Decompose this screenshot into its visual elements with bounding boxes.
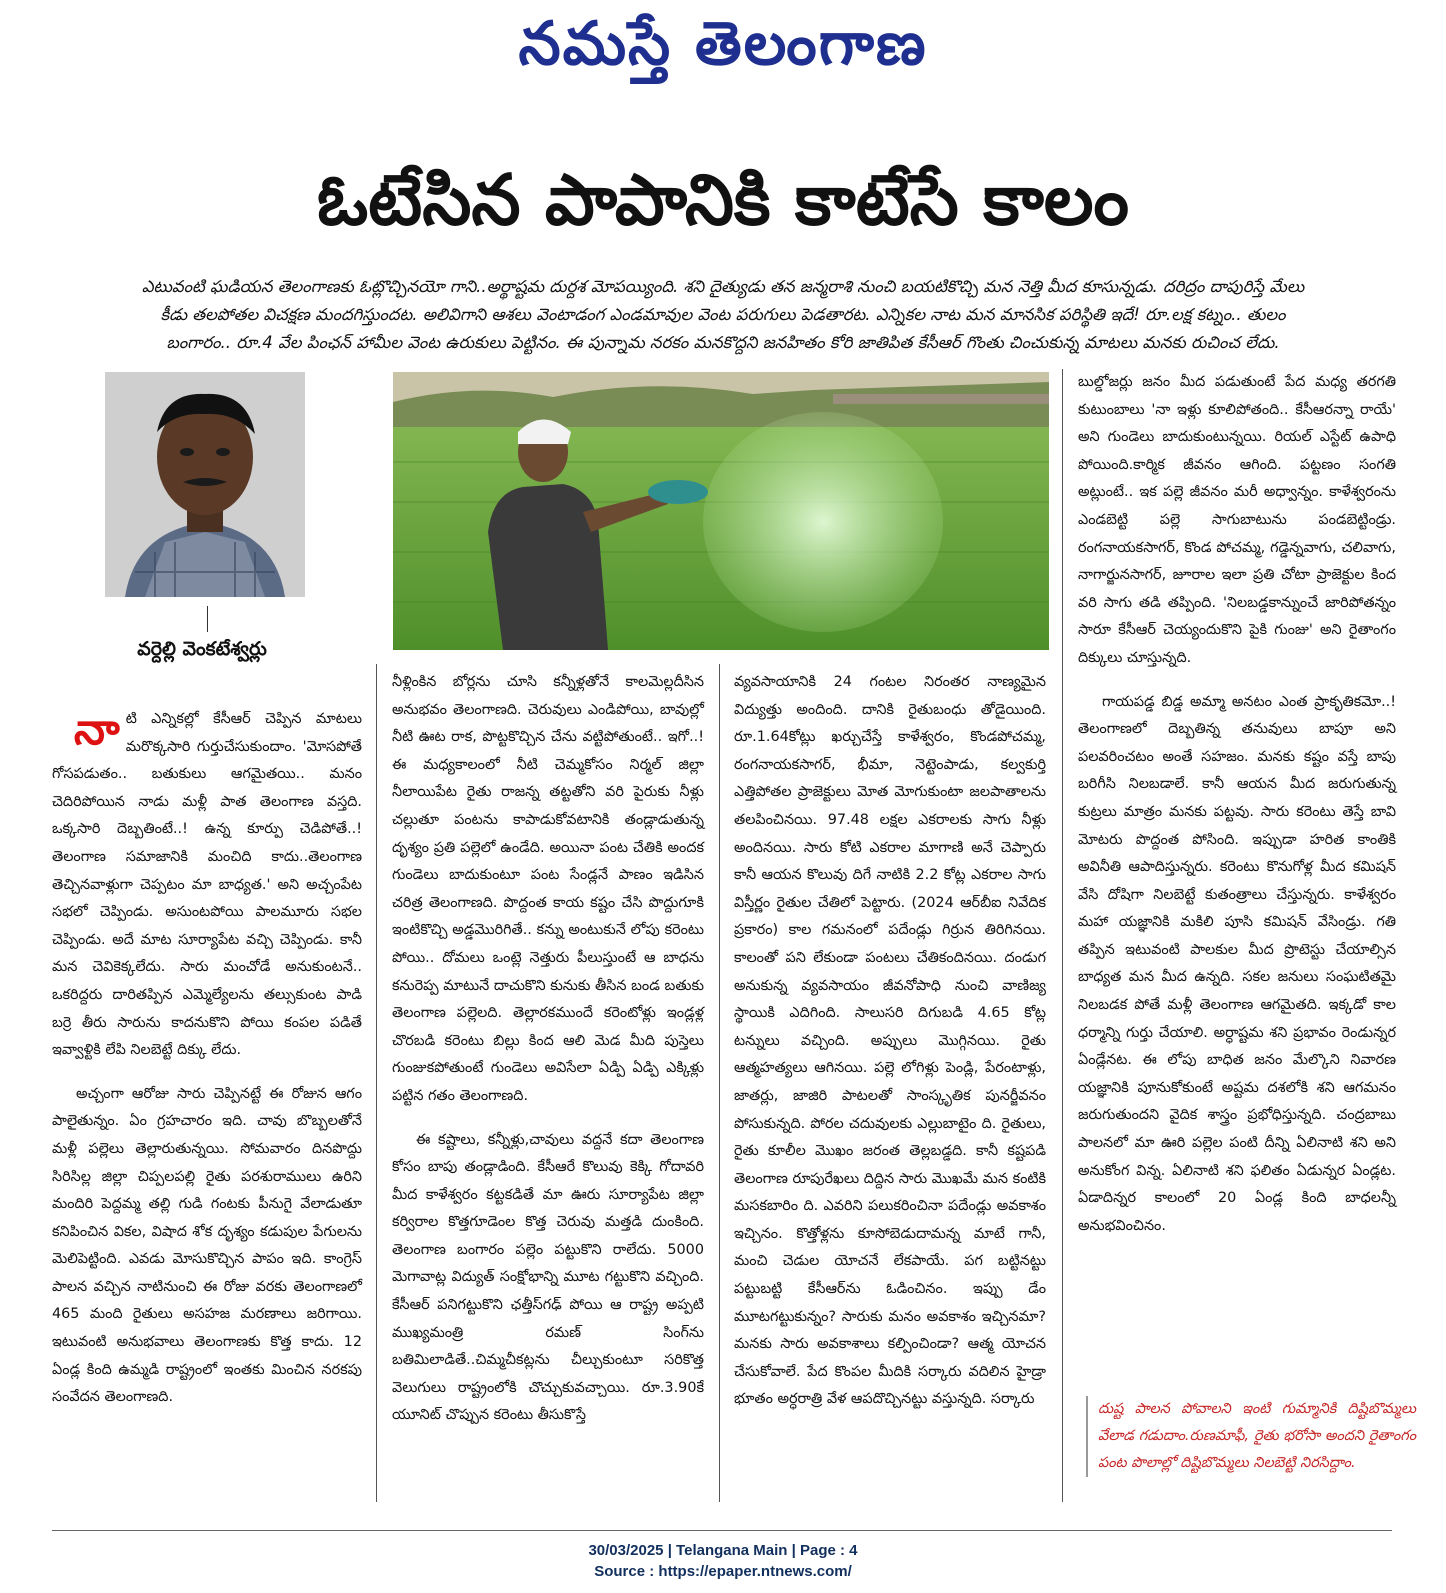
intro-line: బంగారం.. రూ.4 వేల పింఛన్ హామీల వెంట ఉరుకులు పెట్టినం. ఈ పున్నామ నరకం మనకొద్దని జనహితం కోరి జాతిపిత కేసీఆర్ గొంతు చించుకున్న మాటలు మనకు రుచించ లేదు. <box>166 333 1280 352</box>
article-paragraph: వ్యవసాయానికి 24 గంటల నిరంతర నాణ్యమైన విద్యుత్తు అందింది. దానికి రైతుబంధు తోడైయింది. రూ.1.64కోట్లు ఖర్చుచేస్తే కాళేశ్వరం, కొండపోచమ్మ, రంగనాయకసాగర్, భీమా, నెట్టెంపాడు, కల్వకుర్తి ఎత్తిపోతల ప్రాజెక్టులు మోత మోగుకుంటా జలపాతాలను తలపించినయి. 97.48 లక్షల ఎకరాలకు సాగు నీళ్లు అందినయి. సారు కోటి ఎకరాల మాగాణి అనే చెప్పారు కానీ ఆయన కొలువు దిగే నాటికి 2.2 కోట్ల ఎకరాల సాగు విస్తీర్ణం రైతుల చేతిలో పెట్టారు. (2024 ఆర్‌బీఐ నివేదిక ప్రకారం) కాల గమనంలో పదేండ్లు గిర్రున తిరిగినయి. కాలంతో పని లేకుండా పంటలు చేతికందినయి. దండుగ అనుకున్న వ్యవసాయం జీవనోపాధి నుంచి వాణిజ్య స్థాయికి ఎదిగింది. సాలుసరి దిగుబడి 4.65 కోట్ల టన్నులు వచ్చింది. అప్పులు మొగ్గినయి. రైతు ఆత్మహత్యలు ఆగినయి. పల్లె లోగిళ్లు పెండ్లి, పేరంటాళ్లు, జాతర్లు, జాజిరి పాటలతో సాంస్కృతిక పునర్జీవనం పోసుకున్నది. పోరల చదువులకు ఎల్లుబాటైం ది. రైతులు, రైతు కూలీల మొఖం జరంత తెల్లబడ్డది. కానీ కష్టపడి తెలంగాణ రూపురేఖలు దిద్దిన సారు మొఖమే మన కంటికి మసకబారిం ది. ఎవరిని పలుకరించినా పదేండ్లు అవకాశం ఇచ్చినం. కొత్తోళ్లను కూసోబెడుదామన్న మాటే గానీ, మంచి చెడుల యోచనే లేకపాయే. పగ బట్టినట్టు పట్టుబట్టి కేసీఆర్‌ను ఓడించినం. ఇప్పు డేం మూటగట్టుకున్నం? సారుకు మనం అవకాశం ఇచ్చినమా? మనకు సారు అవకాశాలు కల్పించిండా? ఆత్మ యోచన చేసుకోవాలే. పేద కొంపల మీదికి సర్కారు వదిలిన హైడ్రా భూతం అర్ధరాత్రి వేళ ఆపదొచ్చినట్టు వస్తున్నది. సర్కారు <box>734 674 1046 1408</box>
footer <box>0 1540 1446 1582</box>
footer-divider <box>52 1530 1392 1531</box>
column-divider <box>719 664 720 1502</box>
author-name: వర్దెల్లి వెంకటేశ్వర్లు <box>137 638 267 660</box>
farmer-field-photo <box>393 372 1049 650</box>
intro-line: కీడు తలపోతల విచక్షణ మందగిస్తుందట. అలివిగాని ఆశలు వెంటాడంగ ఎండమావుల వెంట పరుగులు పెడతారట. ఎన్నికల నాట మన మానసిక పరిస్థితి ఇదే! రూ.లక్ష కట్నం.. తులం <box>160 305 1286 324</box>
article-column-3 <box>734 669 1046 1430</box>
intro-line: ఎటువంటి ఘడియన తెలంగాణకు ఓట్లొచ్చినయో గాని..అర్థాష్టమ దుర్దశ మోపయ్యింది. శని దైత్యుడు తన జన్మరాశి నుంచి బయటికొచ్చి మన నెత్తి మీద కూసున్నడు. దరిద్రం దాపురిస్తే మేలు <box>141 277 1305 296</box>
masthead-title: నమస్తే తెలంగాణ <box>518 9 928 79</box>
article-column-1 <box>52 706 362 1428</box>
article-column-2 <box>392 669 704 1446</box>
byline-divider <box>207 606 208 632</box>
footer-edition-info: 30/03/2025 | Telangana Main | Page : 4 <box>588 1542 858 1559</box>
author-photo <box>105 372 305 597</box>
article-paragraph <box>52 706 362 1065</box>
article-paragraph: గాయపడ్డ బిడ్డ అమ్మా అనటం ఎంత ప్రాకృతికమో..! తెలంగాణలో దెబ్బతిన్న తనువులు బాపూ అని పలవరించటం అంతే సహజం. మనకు కష్టం వస్తే బాపు బరిగీసి నిలబడాలే. కానీ ఆయన మీద జరుగుతున్న కుట్రలు మాత్రం మనకు పట్టవు. సారు కరెంటు తెస్తే బావి మోటరు పొద్దంత పోసింది. ఇప్పుడా హరిత కాంతికి అవినీతి ఆపాదిస్తున్నరు. కరెంటు కొనుగోళ్ల మీద కమిషన్ వేసి దోషిగా నిలబెట్టే కుతంత్రాలు చేస్తున్నరు. కాళేశ్వరం మహా యజ్ఞానికి మకిలి పూసి కమిషన్ వేసిండ్రు. గతి తప్పిన ఇటువంటి పాలకుల మీద ప్రొటెస్టు చేయాల్సిన బాధ్యత మన మీద ఉన్నది. సకల జనులు సంఘటితమై నిలబడక పోతే మళ్లీ తెలంగాణ ఆగమైతది. ఇక్కడో కాల ధర్మాన్ని గుర్తు చేయాలి. అర్ధాష్టమ శని ప్రభావం రెండున్నర ఏండ్లేనట. ఈ లోపు బాధిత జనం మేల్కొని నివారణ యజ్ఞానికి పూనుకోకుంటే అష్టమ దశలోకి శని ఆగమనం జరుగుతుందని వైదిక శాస్త్రం ప్రభోధిస్తున్నది. చంద్రబాబు పాలనలో మా ఊరి పల్లెల పంటి దీన్ని ఏలినాటి శని అని అనుకోంగ విన్న. ఏలినాటి శని ఫలితం ఏడున్నర ఏండ్లట. ఏడాదిన్నర కాలంలో 20 ఏండ్ల కింది బాధలన్నీ అనుభవించినం. <box>1078 693 1396 1234</box>
footer-source-link[interactable]: Source : https://epaper.ntnews.com/ <box>594 1563 852 1580</box>
pull-quote: దుష్ట పాలన పోవాలని ఇంటి గుమ్మానికి దిష్టిబొమ్మలు వేలాడ గడుదాం.రుణమాఫీ, రైతు భరోసా అందని రైతాంగం పంట పొలాల్లో దిష్టిబొమ్మలు నిలబెట్టి నిరసిద్దాం. <box>1086 1396 1416 1477</box>
article-paragraph: అచ్చంగా ఆరోజు సారు చెప్పినట్టే ఈ రోజున ఆగం పాలైతున్నం. ఏం గ్రహచారం ఇది. చావు బొబ్బలతోనే మళ్లీ పల్లెలు తెల్లారుతున్నయి. సోమవారం దినపొద్దు సిరిసిల్ల జిల్లా చిప్పలపల్లి రైతు పరశురాములు ఉరిని మందిరి పెద్దమ్మ తల్లి గుడి గంటకు పీనుగై వేలాడుతూ కనిపించిన వికల, విషాద శోక దృశ్యం కడుపుల పేగులను మెలిపెట్టింది. ఎవడు మోసుకొచ్చిన పాపం ఇది. కాంగ్రెస్ పాలన వచ్చిన నాటినుంచి ఈ రోజు వరకు తెలంగాణలో 465 మంది రైతులు అసహజ మరణాలు జరిగాయి. ఇటువంటి అనుభవాలు తెలంగాణకు కొత్త కాదు. 12 ఏండ్ల కింది ఉమ్మడి రాష్ట్రంలో ఇంతకు మించిన నరకపు సంవేదన తెలంగాణది. <box>52 1085 362 1406</box>
article-paragraph: ఈ కష్టాలు, కన్నీళ్లు,చావులు వద్దనే కదా తెలంగాణ కోసం బాపు తండ్లాడింది. కేసీఆరే కొలువు కెక్కి గోదావరి మీద కాళేశ్వరం కట్టకడితే మా ఊరు సూర్యాపేట జిల్లా కర్విరాల కొత్తగూడెంల కొత్త చెరువు మత్తడి దుంకింది. తెలంగాణ బంగారం పల్లెం పట్టుకొని రాలేదు. 5000 మెగావాట్ల విద్యుత్ సంక్షోభాన్ని మూట గట్టుకొని వచ్చింది. కేసీఆర్ పనిగట్టుకొని ఛత్తీస్‌గఢ్ పోయి ఆ రాష్ట్ర అప్పటి ముఖ్యమంత్రి రమణ్ సింగ్‌ను బతిమిలాడితే..చిమ్మచీకట్లను చీల్చుకుంటూ సరికొత్త వెలుగులు రాష్ట్రంలోకి చొచ్చుకువచ్చాయి. రూ.3.90కే యూనిట్ చొప్పున కరెంటు తీసుకొస్తే <box>392 1131 704 1424</box>
article-column-4 <box>1078 369 1396 1256</box>
column-divider <box>376 664 377 1502</box>
column-divider <box>1062 369 1063 1502</box>
paragraph-text: టి ఎన్నికల్లో కేసీఆర్ చెప్పిన మాటలు మరొక్కసారి గుర్తుచేసుకుందాం. 'మోసపోతే గోసపడుతం.. బతుకులు ఆగమైతయి.. మనం చెదిరిపోయిన నాడు మళ్లీ పాత తెలంగాణ వస్తది. ఒక్కసారి దెబ్బతింటే..! ఉన్న కూర్పు చెడిపోతే..! తెలంగాణ సమాజానికి మంచిది కాదు..తెలంగాణ తెచ్చినవాళ్లుగా చెప్పటం మా బాధ్యత.' అని అచ్చంపేట సభలో చెప్పిండు. అసుంటపోయి పాలమూరు సభల చెప్పిండు. అదే మాట సూర్యాపేట వచ్చి చెప్పిండు. కానీ మన చెవికెక్కలేదు. సారు మంచోడే అనుకుంటనే.. ఒకరిద్దరు దారితప్పిన ఎమ్మెల్యేలను తల్సుకుంట పాడి బర్రె తీరు సారును కాదనుకొని పోయి కంపల పడితే ఇవ్వాళ్టికి లేపి నిలబెట్టే దిక్కు లేదు. <box>52 711 362 1059</box>
article-paragraph: నీళ్లింకిన బోర్లను చూసి కన్నీళ్లతోనే కాలమెల్లదీసిన అనుభవం తెలంగాణది. చెరువులు ఎండిపోయి, బావుల్లో నీటి ఊట రాక, పొట్టకొచ్చిన చేను వట్టిపోతుంటే.. ఇగో..! ఈ మధ్యకాలంలో నీటి చెమ్మకోసం నిర్మల్ జిల్లా నీలాయిపేట రైతు రాజన్న తట్టతోని వరి పైరుకు నీళ్లు చల్లుతూ పంటను కాపాడుకోవటానికి తండ్లాడుతున్న దృశ్యం ప్రతి పల్లెలో ఉండేది. అయినా పంట చేతికి అందక గుండెలు బాదుకుంటూ పంట సేండ్లనే పాణం ఇడిసిన చరిత్ర తెలంగాణది. పొద్దంత కాయ కష్టం చేసి పొద్దుగూకి ఇంటికొచ్చి అడ్డమొరిగితే.. కన్ను అంటుకునే లోపు కరెంటు పోయి.. దోమలు ఒంట్లె నెత్తురు పీలుస్తుంటే ఆ బాధను కనురెప్ప మాటునే దాచుకొని కునుకు తీసిన బండ బతుకు తెలంగాణ పల్లెలది. తెల్లారకముందే కరెంటోళ్లు ఇండ్లళ్ల చొరబడి కరెంటు బిల్లు కింద ఆలి మెడ మీది పుస్తెలు గుంజుకపోతుంటే గుండెలు అవిసేలా ఏడ్పి ఏడ్పి ఎక్కిళ్లు పట్టిన గతం తెలంగాణది. <box>392 674 704 1104</box>
article-paragraph: బుల్డోజర్లు జనం మీద పడుతుంటే పేద మధ్య తరగతి కుటుంబాలు 'నా ఇళ్లు కూలిపోతంది.. కేసీఆరన్నా రాయే' అని గుండెలు బాదుకుంటున్నయి. రియల్ ఎస్టేట్ ఉపాధి పోయింది.కార్మిక జీవనం ఆగింది. పట్టణం సంగతి అట్లుంటే.. ఇక పల్లె జీవనం మరీ అధ్వాన్నం. కాళేశ్వరంను ఎండబెట్టి పల్లె సాగుబాటును పండబెట్టిండ్రు. రంగనాయకసాగర్, కొండ పోచమ్మ, గడ్డెన్నవాగు, చలివాగు, నాగార్జునసాగర్, జూరాల ఇలా ప్రతి చోటా ప్రాజెక్టుల కింద వరి సాగు తడి తప్పింది. 'నిలబడ్డకాన్నుంచే జారిపోతన్నం సారూ కేసీఆర్ చెయ్యందుకొని పైకి గుంజు' అని రైతాంగం దిక్కులు చూస్తున్నది. <box>1078 374 1396 666</box>
dropcap: నా <box>74 704 120 755</box>
intro-block <box>60 273 1386 357</box>
headline: ఓటేసిన పాపానికి కాటేసే కాలం <box>317 159 1129 241</box>
